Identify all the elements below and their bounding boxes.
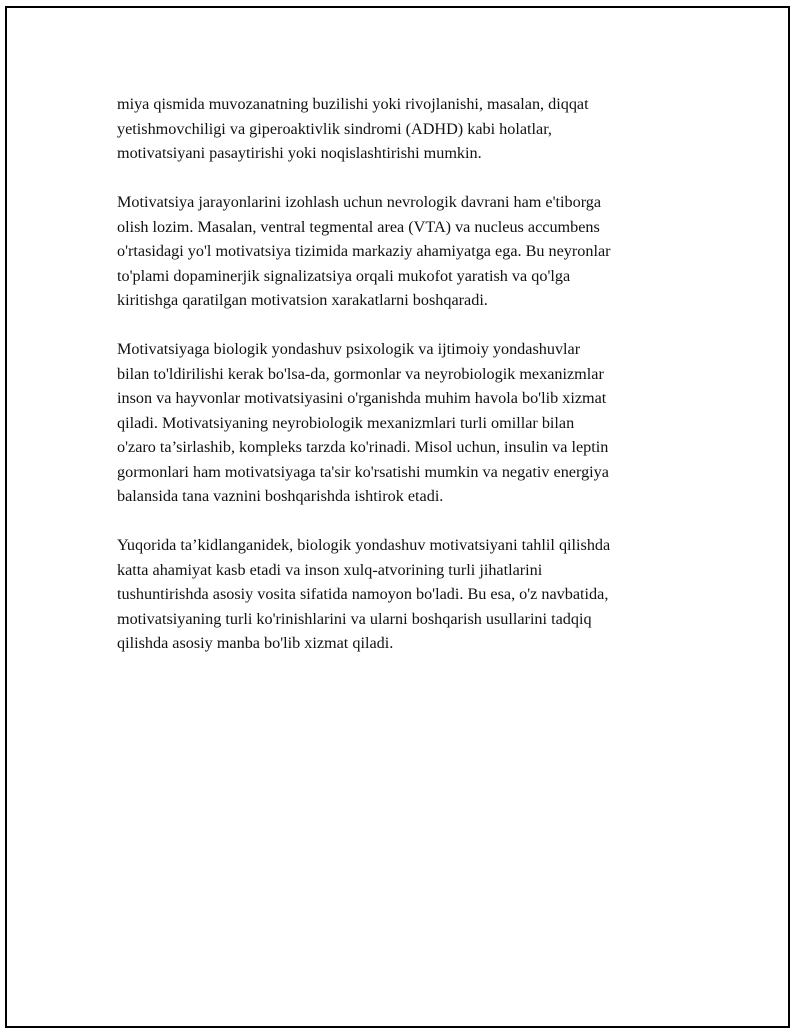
paragraph-3: Motivatsiyaga biologik yondashuv psixologik va ijtimoiy yondashuvlar bilan to'ldirilishi kerak bo'lsa-da, gormonlar va neyrobiologik mexanizmlar inson va hayvonlar motivatsiyasini o'rganishda muhim havola bo'lib xizmat qiladi. Motivatsiyaning neyrobiologik mexanizmlari turli omillar bilan o'zaro ta’sirlashib, kompleks tarzda ko'rinadi. Misol uchun, insulin va leptin gormonlari ham motivatsiyaga ta'sir ko'rsatishi mumkin va negativ energiya balansida tana vaznini boshqarishda ishtirok etadi.: [117, 340, 609, 505]
paragraph-2: Motivatsiya jarayonlarini izohlash uchun nevrologik davrani ham e'tiborga olish lozim. Masalan, ventral tegmental area (VTA) va nucleus accumbens o'rtasidagi yo'l motivatsiya tizimida markaziy ahamiyatga ega. Bu neyronlar to'plami dopaminerjik signalizatsiya orqali mukofot yaratish va qo'lga kiritishga qaratilgan motivatsion xarakatlarni boshqaradi.: [117, 193, 611, 309]
paragraph-1: miya qismida muvozanatning buzilishi yoki rivojlanishi, masalan, diqqat yetishmovchiligi va giperoaktivlik sindromi (ADHD) kabi holatlar, motivatsiyani pasaytirishi yoki noqislashtirishi mumkin.: [117, 95, 589, 162]
paragraph-4: Yuqorida ta’kidlanganidek, biologik yondashuv motivatsiyani tahlil qilishda katta ahamiyat kasb etadi va inson xulq-atvorining turli jihatlarini tushuntirishda asosiy vosita sifatida namoyon bo'ladi. Bu esa, o'z navbatida, motivatsiyaning turli ko'rinishlarini va ularni boshqarish usullarini tadqiq qilishda asosiy manba bo'lib xizmat qiladi.: [117, 536, 611, 652]
document-body: [117, 92, 697, 680]
